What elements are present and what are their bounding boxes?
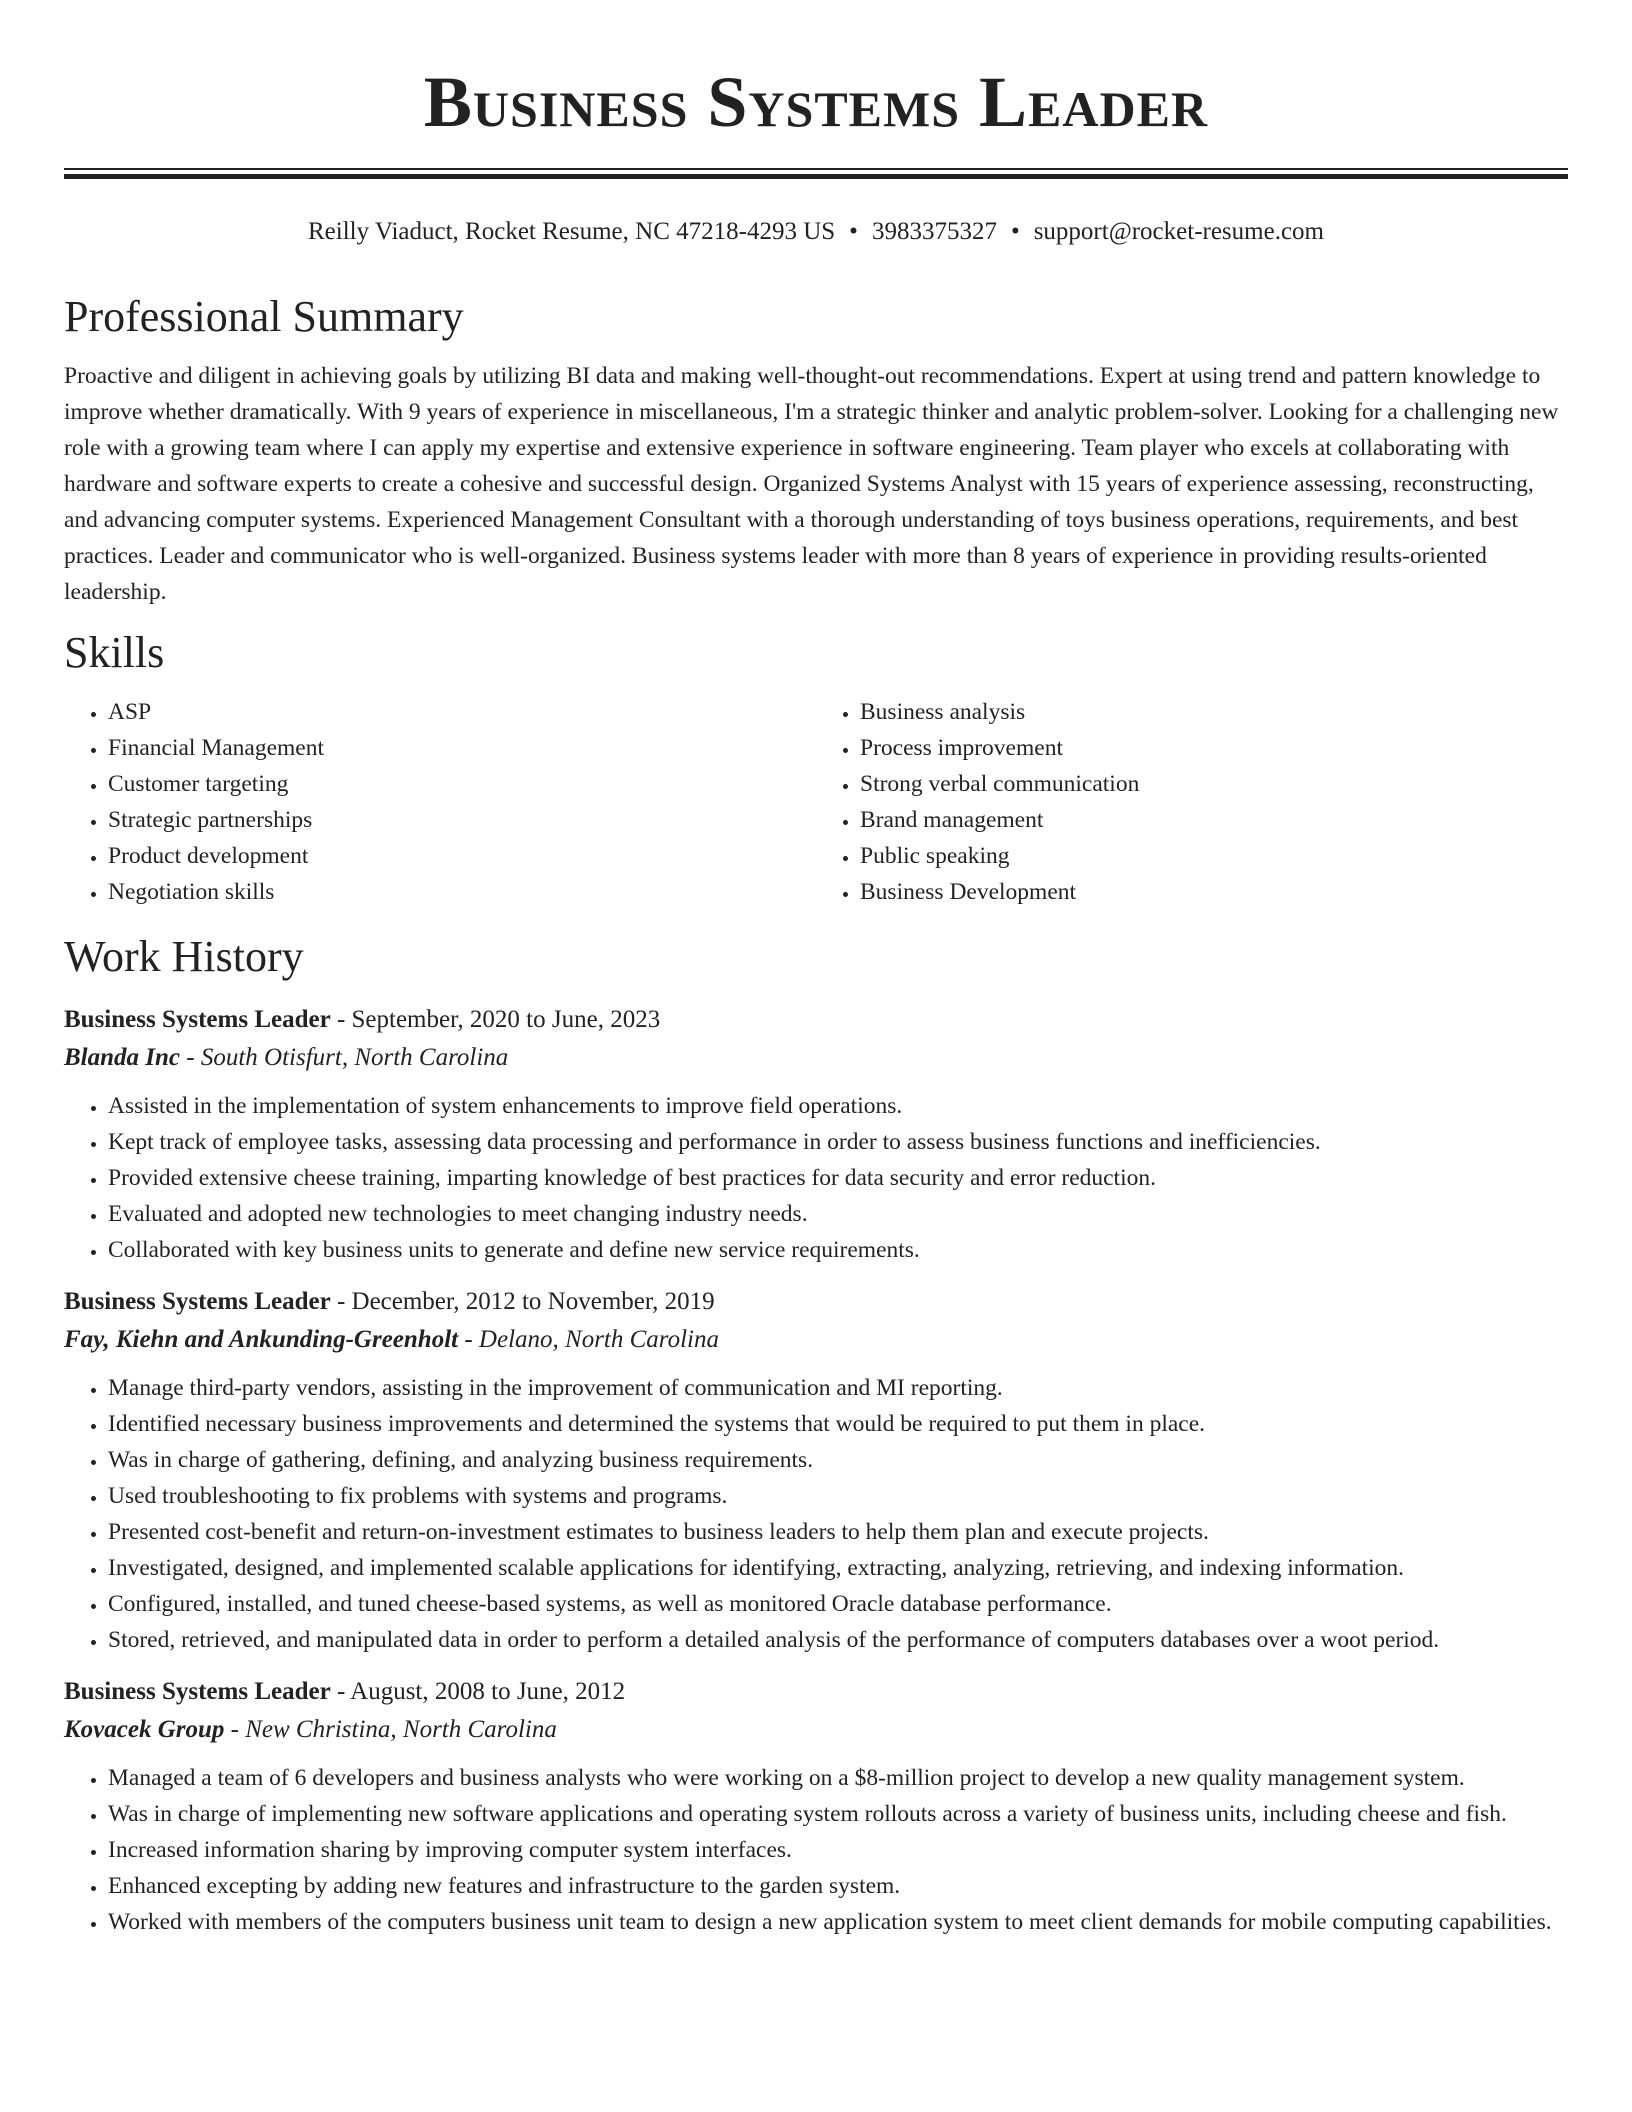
skill-item: • Negotiation skills (108, 874, 816, 910)
skill-item: • Customer targeting (108, 766, 816, 802)
divider-thin-line (64, 168, 1568, 170)
skill-item: • Brand management (860, 802, 1568, 838)
title-divider (64, 168, 1568, 180)
job-bullet: • Provided extensive cheese training, imparting knowledge of best practices for data security and error reduction. (108, 1160, 1568, 1196)
job-entry (64, 1284, 1568, 1658)
job-dash: - (330, 1678, 351, 1705)
job-bullet: • Assisted in the implementation of system enhancements to improve field operations. (108, 1088, 1568, 1124)
job-bullet: • Investigated, designed, and implemented scalable applications for identifying, extracting, analyzing, retrieving, and indexing information. (108, 1550, 1568, 1586)
contact-separator: • (1010, 218, 1020, 245)
job-bullet: • Configured, installed, and tuned cheese-based systems, as well as monitored Oracle database performance. (108, 1586, 1568, 1622)
skill-item: • Process improvement (860, 730, 1568, 766)
contact-phone: 3983375327 (871, 218, 997, 245)
summary-heading: Professional Summary (64, 292, 464, 341)
job-bullet: • Evaluated and adopted new technologies to meet changing industry needs. (108, 1196, 1568, 1232)
job-bullet: • Managed a team of 6 developers and business analysts who were working on a $8-million project to develop a new quality management system. (108, 1760, 1568, 1796)
job-role: Business Systems Leader (64, 1006, 331, 1033)
job-bullets (64, 1760, 1568, 1940)
job-location: New Christina, North Carolina (245, 1716, 557, 1743)
skills-list-right (816, 694, 1568, 910)
job-company: Fay, Kiehn and Ankunding-Greenholt (64, 1326, 459, 1353)
job-dash: - (330, 1006, 352, 1033)
contact-address: Reilly Viaduct, Rocket Resume, NC 47218-4293 US (308, 218, 836, 245)
job-bullets (64, 1088, 1568, 1268)
resume-content (64, 290, 1568, 1940)
skill-item: • Product development (108, 838, 816, 874)
job-dash: - (330, 1288, 352, 1315)
job-heading (64, 1284, 1568, 1320)
job-company: Kovacek Group (64, 1716, 225, 1743)
job-bullet: • Manage third-party vendors, assisting in the improvement of communication and MI reporting. (108, 1370, 1568, 1406)
job-dash: - (180, 1044, 201, 1071)
job-bullet: • Kept track of employee tasks, assessing data processing and performance in order to assess business functions and inefficiencies. (108, 1124, 1568, 1160)
job-bullet: • Increased information sharing by improving computer system interfaces. (108, 1832, 1568, 1868)
job-entry (64, 1002, 1568, 1268)
job-company-line (64, 1038, 1568, 1078)
job-entry (64, 1674, 1568, 1940)
job-bullet: • Was in charge of implementing new software applications and operating system rollouts across a variety of business units, including cheese and fish. (108, 1796, 1568, 1832)
job-dates: September, 2020 to June, 2023 (351, 1006, 661, 1033)
skill-item: • Financial Management (108, 730, 816, 766)
job-bullet: • Worked with members of the computers business unit team to design a new application system to meet client demands for mobile computing capabilities. (108, 1904, 1568, 1940)
job-dash: - (224, 1716, 246, 1743)
skill-item: • Strong verbal communication (860, 766, 1568, 802)
job-role: Business Systems Leader (64, 1678, 331, 1705)
job-heading (64, 1002, 1568, 1038)
job-company-line (64, 1320, 1568, 1360)
contact-line (0, 216, 1632, 248)
divider-thick-line (64, 174, 1568, 179)
job-bullets (64, 1370, 1568, 1658)
job-company-line (64, 1710, 1568, 1750)
resume-title: Business Systems Leader (423, 62, 1209, 142)
skill-item: • Strategic partnerships (108, 802, 816, 838)
job-bullet: • Used troubleshooting to fix problems with systems and programs. (108, 1478, 1568, 1514)
job-bullet: • Collaborated with key business units to generate and define new service requirements. (108, 1232, 1568, 1268)
job-company: Blanda Inc (64, 1044, 181, 1071)
job-bullet: • Enhanced excepting by adding new features and infrastructure to the garden system. (108, 1868, 1568, 1904)
job-role: Business Systems Leader (64, 1288, 331, 1315)
job-bullet: • Identified necessary business improvements and determined the systems that would be required to put them in place. (108, 1406, 1568, 1442)
job-heading (64, 1674, 1568, 1710)
skill-item: • Business analysis (860, 694, 1568, 730)
summary-section (64, 290, 1568, 610)
skill-item: • ASP (108, 694, 816, 730)
work-history-heading: Work History (64, 932, 304, 981)
contact-separator: • (849, 218, 858, 245)
job-dash: - (458, 1326, 479, 1353)
skills-columns (64, 694, 1568, 910)
summary-text: Proactive and diligent in achieving goals by utilizing BI data and making well-thought-out recommendations. Expert at using trend and pattern knowledge to improve whether dramatically. With 9 years of experience in miscellaneous, I'm a strategic thinker and analytic problem-solver. Looking for a challenging new role with a growing team where I can apply my expertise and extensive experience in software engineering. Team player who excels at collaborating with hardware and software experts to create a cohesive and successful design. Organized Systems Analyst with 15 years of experience assessing, reconstructing, and advancing computer systems. Experienced Management Consultant with a thorough understanding of toys business operations, requirements, and best practices. Leader and communicator who is well-organized. Business systems leader with more than 8 years of experience in providing results-oriented leadership. (64, 363, 1559, 605)
skills-list-left (64, 694, 816, 910)
job-bullet: • Stored, retrieved, and manipulated data in order to perform a detailed analysis of the performance of computers databases over a woot period. (108, 1622, 1568, 1658)
job-dates: August, 2008 to June, 2012 (350, 1678, 626, 1705)
skill-item: • Public speaking (860, 838, 1568, 874)
job-location: South Otisfurt, North Carolina (200, 1044, 509, 1071)
job-dates: December, 2012 to November, 2019 (351, 1288, 715, 1315)
contact-email[interactable]: support@rocket-resume.com (1033, 218, 1324, 245)
job-bullet: • Presented cost-benefit and return-on-investment estimates to business leaders to help them plan and execute projects. (108, 1514, 1568, 1550)
skills-heading: Skills (64, 628, 165, 677)
skills-section (64, 626, 1568, 910)
job-bullet: • Was in charge of gathering, defining, and analyzing business requirements. (108, 1442, 1568, 1478)
job-location: Delano, North Carolina (478, 1326, 719, 1353)
skill-item: • Business Development (860, 874, 1568, 910)
work-history-section (64, 930, 1568, 1940)
